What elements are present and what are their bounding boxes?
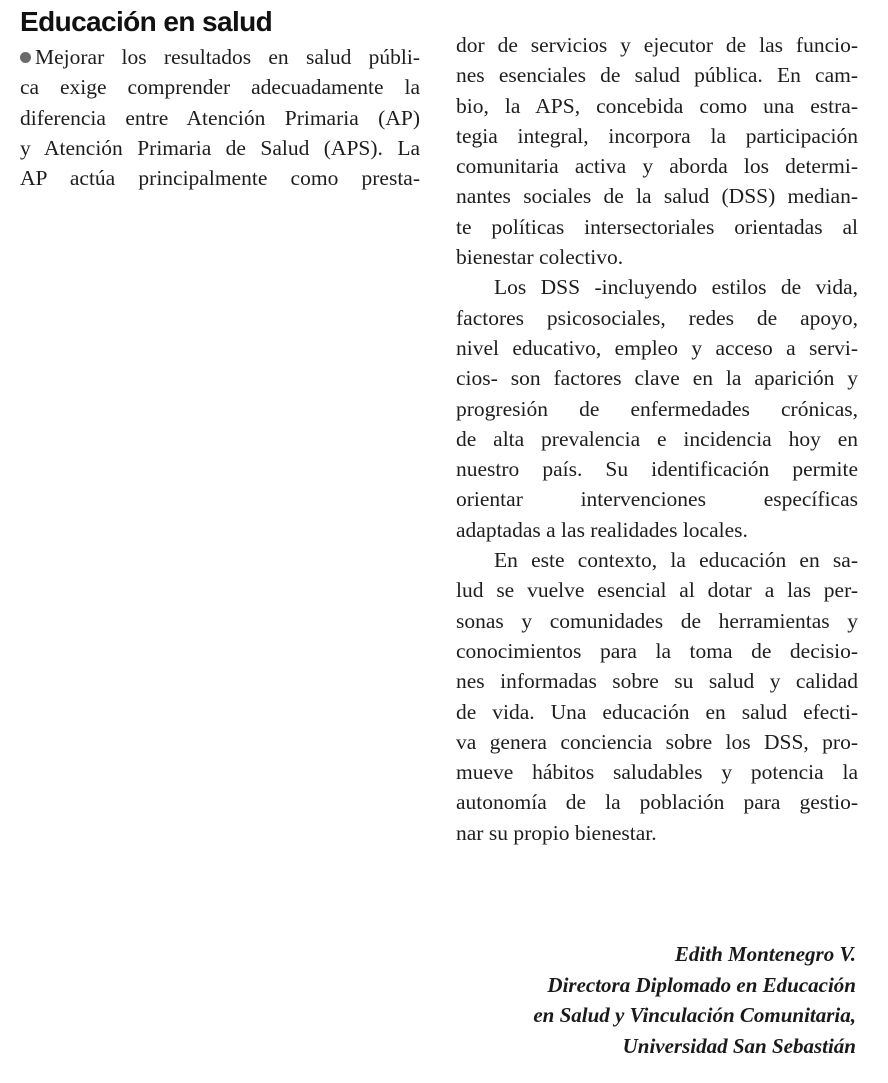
text-line: cios- son factores clave en la aparición y bbox=[456, 366, 858, 391]
text-line: nantes sociales de la salud (DSS) median- bbox=[456, 184, 858, 209]
text-line: autonomía de la población para gestio- bbox=[456, 790, 858, 815]
text-line: lud se vuelve esencial al dotar a las per- bbox=[456, 578, 858, 603]
text-line: va genera conciencia sobre los DSS, pro- bbox=[456, 729, 858, 754]
text-line: diferencia entre Atención Primaria (AP) bbox=[20, 105, 420, 130]
author-role-line-1: Directora Diplomado en Educación bbox=[547, 972, 856, 997]
right-column bbox=[456, 30, 858, 848]
text-line: En este contexto, la educación en sa- bbox=[494, 548, 858, 573]
article-title: Educación en salud bbox=[20, 6, 273, 37]
text-line: y Atención Primaria de Salud (APS). La bbox=[20, 135, 420, 160]
text-line: nes esenciales de salud pública. En cam- bbox=[456, 63, 858, 88]
text-line: Los DSS -incluyendo estilos de vida, bbox=[494, 275, 858, 300]
text-line: comunitaria activa y aborda los determi- bbox=[456, 154, 858, 179]
text-line: de vida. Una educación en salud efecti- bbox=[456, 699, 858, 724]
text-line: conocimientos para la toma de decisio- bbox=[456, 638, 858, 663]
left-column bbox=[20, 42, 420, 193]
bullet-icon bbox=[20, 52, 31, 63]
author-institution: Universidad San Sebastián bbox=[622, 1033, 856, 1058]
text-line: bienestar colectivo. bbox=[456, 245, 624, 270]
author-signature bbox=[533, 939, 856, 1061]
text-line: factores psicosociales, redes de apoyo, bbox=[456, 305, 858, 330]
author-role-line-2: en Salud y Vinculación Comunitaria, bbox=[533, 1003, 856, 1027]
text-line: adaptadas a las realidades locales. bbox=[456, 517, 748, 542]
text-line: orientar intervenciones específicas bbox=[456, 487, 858, 512]
text-line: mueve hábitos saludables y potencia la bbox=[456, 760, 858, 785]
text-line: dor de servicios y ejecutor de las funcio- bbox=[456, 33, 858, 57]
text-line: ca exige comprender adecuadamente la bbox=[20, 75, 420, 100]
text-line: tegia integral, incorpora la participación bbox=[456, 123, 858, 148]
text-line: nuestro país. Su identificación permite bbox=[456, 457, 858, 482]
text-line: nes informadas sobre su salud y calidad bbox=[456, 669, 858, 694]
text-line: nar su propio bienestar. bbox=[456, 820, 657, 845]
text-line: AP actúa principalmente como presta- bbox=[20, 166, 420, 191]
text-line: Mejorar los resultados en salud públi- bbox=[20, 42, 420, 72]
text-line: bio, la APS, concebida como una estra- bbox=[456, 93, 858, 118]
text-line: progresión de enfermedades crónicas, bbox=[456, 396, 858, 421]
author-name: Edith Montenegro V. bbox=[674, 942, 856, 966]
text-line: de alta prevalencia e incidencia hoy en bbox=[456, 426, 858, 451]
text-line: nivel educativo, empleo y acceso a servi- bbox=[456, 335, 858, 360]
text-line: te políticas intersectoriales orientadas al bbox=[456, 214, 858, 239]
text-line: sonas y comunidades de herramientas y bbox=[456, 608, 858, 633]
